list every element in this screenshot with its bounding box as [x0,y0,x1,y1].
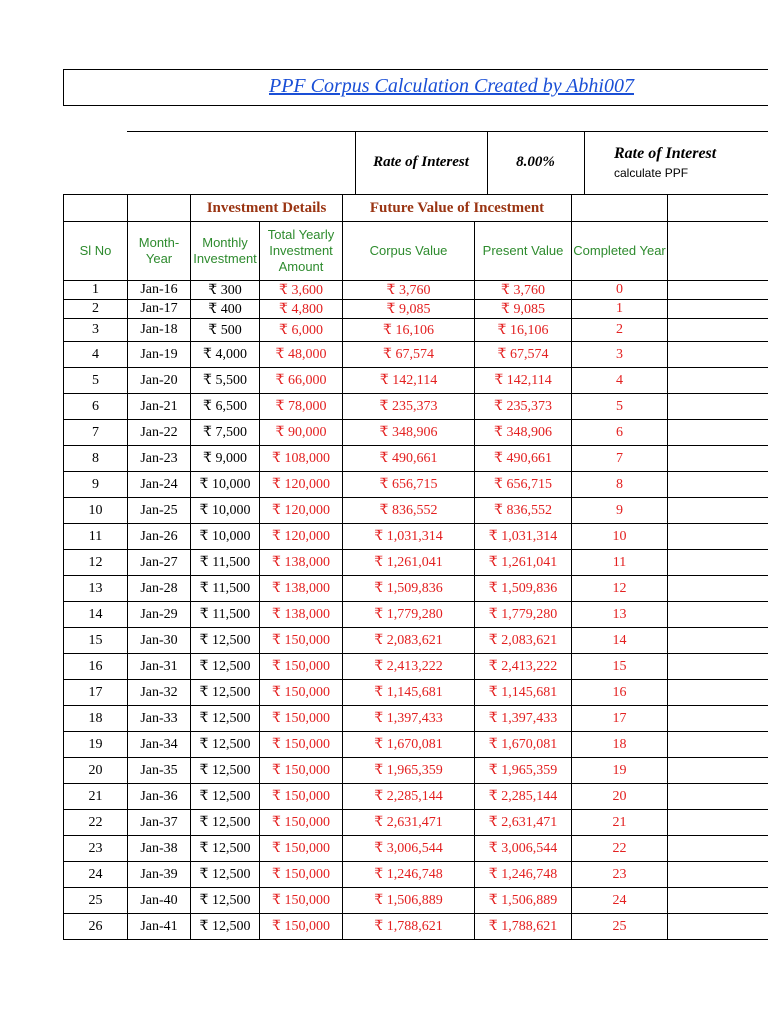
corpus-value-cell[interactable]: ₹ 2,631,471 [343,810,475,836]
completed-year-cell[interactable]: 16 [572,680,668,706]
rate-of-interest-label: Rate of Interest [373,154,469,170]
present-value-cell[interactable]: ₹ 1,145,681 [475,680,572,706]
month-year-cell[interactable]: Jan-39 [128,862,191,888]
blank-cell[interactable] [668,498,768,524]
blank-cell[interactable] [668,602,768,628]
corpus-value-cell[interactable]: ₹ 1,145,681 [343,680,475,706]
corpus-value-cell[interactable]: ₹ 235,373 [343,394,475,420]
completed-year-cell[interactable]: 17 [572,706,668,732]
monthly-investment-cell[interactable]: ₹ 5,500 [191,368,260,394]
present-value-cell[interactable]: ₹ 3,760 [475,281,572,300]
sl-no-cell[interactable]: 14 [64,602,128,628]
table-row [64,420,768,446]
monthly-investment-cell[interactable]: ₹ 4,000 [191,342,260,368]
sl-no-cell[interactable]: 11 [64,524,128,550]
completed-year-cell[interactable]: 15 [572,654,668,680]
rate-row-divider-3 [584,131,585,194]
completed-year-cell[interactable]: 1 [572,300,668,319]
total-yearly-cell[interactable]: ₹ 150,000 [260,758,343,784]
corpus-value-cell[interactable]: ₹ 836,552 [343,498,475,524]
present-value-cell[interactable]: ₹ 16,106 [475,319,572,342]
total-yearly-cell[interactable]: ₹ 150,000 [260,628,343,654]
present-value-cell[interactable]: ₹ 1,246,748 [475,862,572,888]
corpus-value-cell[interactable]: ₹ 16,106 [343,319,475,342]
sl-no-cell[interactable]: 7 [64,420,128,446]
blank-cell[interactable] [668,446,768,472]
present-value-cell[interactable]: ₹ 2,285,144 [475,784,572,810]
sl-no-cell[interactable]: 1 [64,281,128,300]
title-cell[interactable] [63,69,768,106]
col-header-sl-no: Sl No [64,222,128,281]
total-yearly-cell[interactable]: ₹ 150,000 [260,680,343,706]
total-yearly-cell[interactable]: ₹ 120,000 [260,498,343,524]
corpus-value-cell[interactable]: ₹ 3,760 [343,281,475,300]
corpus-value-cell[interactable]: ₹ 1,031,314 [343,524,475,550]
sl-no-cell[interactable]: 25 [64,888,128,914]
blank-cell[interactable] [668,472,768,498]
total-yearly-cell[interactable]: ₹ 138,000 [260,576,343,602]
completed-year-cell[interactable]: 6 [572,420,668,446]
completed-year-cell[interactable]: 2 [572,319,668,342]
section-investment-details: Investment Details [191,195,343,222]
blank-cell[interactable] [668,784,768,810]
present-value-cell[interactable]: ₹ 67,574 [475,342,572,368]
present-value-cell[interactable]: ₹ 1,031,314 [475,524,572,550]
corpus-value-cell[interactable]: ₹ 3,006,544 [343,836,475,862]
table-row [64,550,768,576]
sl-no-cell[interactable]: 15 [64,628,128,654]
monthly-investment-cell[interactable]: ₹ 9,000 [191,446,260,472]
monthly-investment-cell[interactable]: ₹ 10,000 [191,498,260,524]
blank-header-cell [128,195,191,222]
present-value-cell[interactable]: ₹ 1,509,836 [475,576,572,602]
total-yearly-cell[interactable]: ₹ 4,800 [260,300,343,319]
sl-no-cell[interactable]: 10 [64,498,128,524]
month-year-cell[interactable]: Jan-32 [128,680,191,706]
month-year-cell[interactable]: Jan-29 [128,602,191,628]
blank-cell[interactable] [668,550,768,576]
monthly-investment-cell[interactable]: ₹ 12,500 [191,888,260,914]
corpus-value-cell[interactable]: ₹ 348,906 [343,420,475,446]
completed-year-cell[interactable]: 21 [572,810,668,836]
total-yearly-cell[interactable]: ₹ 150,000 [260,862,343,888]
monthly-investment-cell[interactable]: ₹ 12,500 [191,654,260,680]
rate-extra-title: Rate of Interest [614,145,717,162]
present-value-cell[interactable]: ₹ 2,413,222 [475,654,572,680]
completed-year-cell[interactable]: 12 [572,576,668,602]
corpus-value-cell[interactable]: ₹ 2,413,222 [343,654,475,680]
sl-no-cell[interactable]: 26 [64,914,128,940]
blank-cell[interactable] [668,888,768,914]
total-yearly-cell[interactable]: ₹ 6,000 [260,319,343,342]
month-year-cell[interactable]: Jan-17 [128,300,191,319]
col-header-month-year: Month-Year [128,222,191,281]
monthly-investment-cell[interactable]: ₹ 12,500 [191,810,260,836]
col-header-completed-year: Completed Year [572,222,668,281]
present-value-cell[interactable]: ₹ 2,631,471 [475,810,572,836]
present-value-cell[interactable]: ₹ 3,006,544 [475,836,572,862]
total-yearly-cell[interactable]: ₹ 150,000 [260,888,343,914]
table-row [64,914,768,940]
monthly-investment-cell[interactable]: ₹ 300 [191,281,260,300]
blank-cell[interactable] [668,680,768,706]
table-row [64,628,768,654]
month-year-cell[interactable]: Jan-25 [128,498,191,524]
sl-no-cell[interactable]: 17 [64,680,128,706]
sl-no-cell[interactable]: 9 [64,472,128,498]
table-row [64,524,768,550]
completed-year-cell[interactable]: 18 [572,732,668,758]
table-row [64,446,768,472]
blank-cell[interactable] [668,706,768,732]
monthly-investment-cell[interactable]: ₹ 10,000 [191,472,260,498]
sl-no-cell[interactable]: 23 [64,836,128,862]
present-value-cell[interactable]: ₹ 9,085 [475,300,572,319]
blank-cell[interactable] [668,319,768,342]
blank-cell[interactable] [668,836,768,862]
monthly-investment-cell[interactable]: ₹ 12,500 [191,836,260,862]
month-year-cell[interactable]: Jan-37 [128,810,191,836]
col-header-monthly-investment: Monthly Investment [191,222,260,281]
blank-cell[interactable] [668,654,768,680]
completed-year-cell[interactable]: 7 [572,446,668,472]
completed-year-cell[interactable]: 20 [572,784,668,810]
table-row [64,602,768,628]
month-year-cell[interactable]: Jan-34 [128,732,191,758]
completed-year-cell[interactable]: 9 [572,498,668,524]
blank-cell[interactable] [668,810,768,836]
total-yearly-cell[interactable]: ₹ 3,600 [260,281,343,300]
present-value-cell[interactable]: ₹ 2,083,621 [475,628,572,654]
month-year-cell[interactable]: Jan-41 [128,914,191,940]
blank-header-cell [572,195,668,222]
total-yearly-cell[interactable]: ₹ 150,000 [260,810,343,836]
completed-year-cell[interactable]: 0 [572,281,668,300]
corpus-value-cell[interactable]: ₹ 1,509,836 [343,576,475,602]
total-yearly-cell[interactable]: ₹ 120,000 [260,524,343,550]
corpus-value-cell[interactable]: ₹ 490,661 [343,446,475,472]
col-header-corpus-value: Corpus Value [343,222,475,281]
present-value-cell[interactable]: ₹ 1,397,433 [475,706,572,732]
blank-cell[interactable] [668,576,768,602]
month-year-cell[interactable]: Jan-16 [128,281,191,300]
month-year-cell[interactable]: Jan-36 [128,784,191,810]
table-row [64,836,768,862]
blank-cell[interactable] [668,914,768,940]
completed-year-cell[interactable]: 3 [572,342,668,368]
sl-no-cell[interactable]: 20 [64,758,128,784]
blank-cell[interactable] [668,524,768,550]
sl-no-cell[interactable]: 6 [64,394,128,420]
month-year-cell[interactable]: Jan-22 [128,420,191,446]
sl-no-cell[interactable]: 5 [64,368,128,394]
present-value-cell[interactable]: ₹ 1,506,889 [475,888,572,914]
monthly-investment-cell[interactable]: ₹ 500 [191,319,260,342]
table-row [64,680,768,706]
table-row [64,654,768,680]
total-yearly-cell[interactable]: ₹ 90,000 [260,420,343,446]
monthly-investment-cell[interactable]: ₹ 10,000 [191,524,260,550]
month-year-cell[interactable]: Jan-31 [128,654,191,680]
total-yearly-cell[interactable]: ₹ 150,000 [260,654,343,680]
completed-year-cell[interactable]: 11 [572,550,668,576]
present-value-cell[interactable]: ₹ 490,661 [475,446,572,472]
completed-year-cell[interactable]: 23 [572,862,668,888]
blank-cell[interactable] [668,342,768,368]
rate-row [0,131,768,194]
table-row [64,706,768,732]
total-yearly-cell[interactable]: ₹ 78,000 [260,394,343,420]
rate-extra-subtitle: calculate PPF [614,166,689,180]
sl-no-cell[interactable]: 2 [64,300,128,319]
ppf-table [63,194,768,940]
present-value-cell[interactable]: ₹ 1,670,081 [475,732,572,758]
monthly-investment-cell[interactable]: ₹ 12,500 [191,784,260,810]
total-yearly-cell[interactable]: ₹ 150,000 [260,706,343,732]
table-row [64,300,768,319]
blank-header-cell [668,195,768,222]
total-yearly-cell[interactable]: ₹ 66,000 [260,368,343,394]
corpus-value-cell[interactable]: ₹ 1,261,041 [343,550,475,576]
sl-no-cell[interactable]: 19 [64,732,128,758]
corpus-value-cell[interactable]: ₹ 1,779,280 [343,602,475,628]
table-row [64,472,768,498]
month-year-cell[interactable]: Jan-40 [128,888,191,914]
table-row [64,394,768,420]
corpus-value-cell[interactable]: ₹ 1,965,359 [343,758,475,784]
section-future-value: Future Value of Incestment [343,195,572,222]
blank-cell[interactable] [668,628,768,654]
sl-no-cell[interactable]: 3 [64,319,128,342]
month-year-cell[interactable]: Jan-26 [128,524,191,550]
total-yearly-cell[interactable]: ₹ 150,000 [260,784,343,810]
monthly-investment-cell[interactable]: ₹ 12,500 [191,914,260,940]
completed-year-cell[interactable]: 22 [572,836,668,862]
total-yearly-cell[interactable]: ₹ 138,000 [260,602,343,628]
table-row [64,732,768,758]
blank-header-cell [64,195,128,222]
page-title: PPF Corpus Calculation Created by Abhi007 [269,75,634,97]
table-row [64,576,768,602]
corpus-value-cell[interactable]: ₹ 1,246,748 [343,862,475,888]
total-yearly-cell[interactable]: ₹ 138,000 [260,550,343,576]
completed-year-cell[interactable]: 5 [572,394,668,420]
present-value-cell[interactable]: ₹ 235,373 [475,394,572,420]
sl-no-cell[interactable]: 16 [64,654,128,680]
corpus-value-cell[interactable]: ₹ 67,574 [343,342,475,368]
month-year-cell[interactable]: Jan-24 [128,472,191,498]
rate-of-interest-value[interactable]: 8.00% [516,154,555,170]
present-value-cell[interactable]: ₹ 348,906 [475,420,572,446]
corpus-value-cell[interactable]: ₹ 1,397,433 [343,706,475,732]
table-row [64,784,768,810]
sl-no-cell[interactable]: 24 [64,862,128,888]
month-year-cell[interactable]: Jan-18 [128,319,191,342]
blank-cell[interactable] [668,300,768,319]
month-year-cell[interactable]: Jan-28 [128,576,191,602]
total-yearly-cell[interactable]: ₹ 150,000 [260,914,343,940]
month-year-cell[interactable]: Jan-35 [128,758,191,784]
monthly-investment-cell[interactable]: ₹ 12,500 [191,732,260,758]
sl-no-cell[interactable]: 12 [64,550,128,576]
present-value-cell[interactable]: ₹ 142,114 [475,368,572,394]
sl-no-cell[interactable]: 18 [64,706,128,732]
monthly-investment-cell[interactable]: ₹ 400 [191,300,260,319]
month-year-cell[interactable]: Jan-21 [128,394,191,420]
sl-no-cell[interactable]: 22 [64,810,128,836]
total-yearly-cell[interactable]: ₹ 150,000 [260,836,343,862]
monthly-investment-cell[interactable]: ₹ 12,500 [191,628,260,654]
completed-year-cell[interactable]: 8 [572,472,668,498]
table-row [64,498,768,524]
month-year-cell[interactable]: Jan-38 [128,836,191,862]
monthly-investment-cell[interactable]: ₹ 11,500 [191,576,260,602]
completed-year-cell[interactable]: 10 [572,524,668,550]
sl-no-cell[interactable]: 21 [64,784,128,810]
monthly-investment-cell[interactable]: ₹ 11,500 [191,550,260,576]
monthly-investment-cell[interactable]: ₹ 12,500 [191,706,260,732]
completed-year-cell[interactable]: 25 [572,914,668,940]
monthly-investment-cell[interactable]: ₹ 7,500 [191,420,260,446]
present-value-cell[interactable]: ₹ 1,779,280 [475,602,572,628]
blank-cell[interactable] [668,758,768,784]
blank-cell[interactable] [668,420,768,446]
table-row [64,862,768,888]
corpus-value-cell[interactable]: ₹ 1,506,889 [343,888,475,914]
corpus-value-cell[interactable]: ₹ 2,285,144 [343,784,475,810]
table-row [64,342,768,368]
corpus-value-cell[interactable]: ₹ 2,083,621 [343,628,475,654]
table-row [64,368,768,394]
table-row [64,888,768,914]
month-year-cell[interactable]: Jan-19 [128,342,191,368]
monthly-investment-cell[interactable]: ₹ 6,500 [191,394,260,420]
table-row [64,758,768,784]
table-row [64,281,768,300]
completed-year-cell[interactable]: 19 [572,758,668,784]
completed-year-cell[interactable]: 14 [572,628,668,654]
blank-cell[interactable] [668,862,768,888]
completed-year-cell[interactable]: 4 [572,368,668,394]
month-year-cell[interactable]: Jan-33 [128,706,191,732]
corpus-value-cell[interactable]: ₹ 142,114 [343,368,475,394]
total-yearly-cell[interactable]: ₹ 48,000 [260,342,343,368]
corpus-value-cell[interactable]: ₹ 9,085 [343,300,475,319]
sl-no-cell[interactable]: 4 [64,342,128,368]
blank-cell[interactable] [668,394,768,420]
corpus-value-cell[interactable]: ₹ 1,788,621 [343,914,475,940]
total-yearly-cell[interactable]: ₹ 120,000 [260,472,343,498]
table-row [64,319,768,342]
monthly-investment-cell[interactable]: ₹ 12,500 [191,862,260,888]
month-year-cell[interactable]: Jan-20 [128,368,191,394]
sl-no-cell[interactable]: 8 [64,446,128,472]
present-value-cell[interactable]: ₹ 1,788,621 [475,914,572,940]
blank-cell[interactable] [668,368,768,394]
present-value-cell[interactable]: ₹ 656,715 [475,472,572,498]
col-header-present-value: Present Value [475,222,572,281]
total-yearly-cell[interactable]: ₹ 150,000 [260,732,343,758]
present-value-cell[interactable]: ₹ 836,552 [475,498,572,524]
corpus-value-cell[interactable]: ₹ 656,715 [343,472,475,498]
present-value-cell[interactable]: ₹ 1,965,359 [475,758,572,784]
month-year-cell[interactable]: Jan-30 [128,628,191,654]
monthly-investment-cell[interactable]: ₹ 12,500 [191,680,260,706]
col-header-total-yearly: Total Yearly Investment Amount [260,222,343,281]
blank-cell[interactable] [668,281,768,300]
monthly-investment-cell[interactable]: ₹ 11,500 [191,602,260,628]
total-yearly-cell[interactable]: ₹ 108,000 [260,446,343,472]
month-year-cell[interactable]: Jan-27 [128,550,191,576]
monthly-investment-cell[interactable]: ₹ 12,500 [191,758,260,784]
present-value-cell[interactable]: ₹ 1,261,041 [475,550,572,576]
table-row [64,810,768,836]
blank-header-cell [668,222,768,281]
blank-cell[interactable] [668,732,768,758]
completed-year-cell[interactable]: 24 [572,888,668,914]
completed-year-cell[interactable]: 13 [572,602,668,628]
corpus-value-cell[interactable]: ₹ 1,670,081 [343,732,475,758]
sl-no-cell[interactable]: 13 [64,576,128,602]
month-year-cell[interactable]: Jan-23 [128,446,191,472]
